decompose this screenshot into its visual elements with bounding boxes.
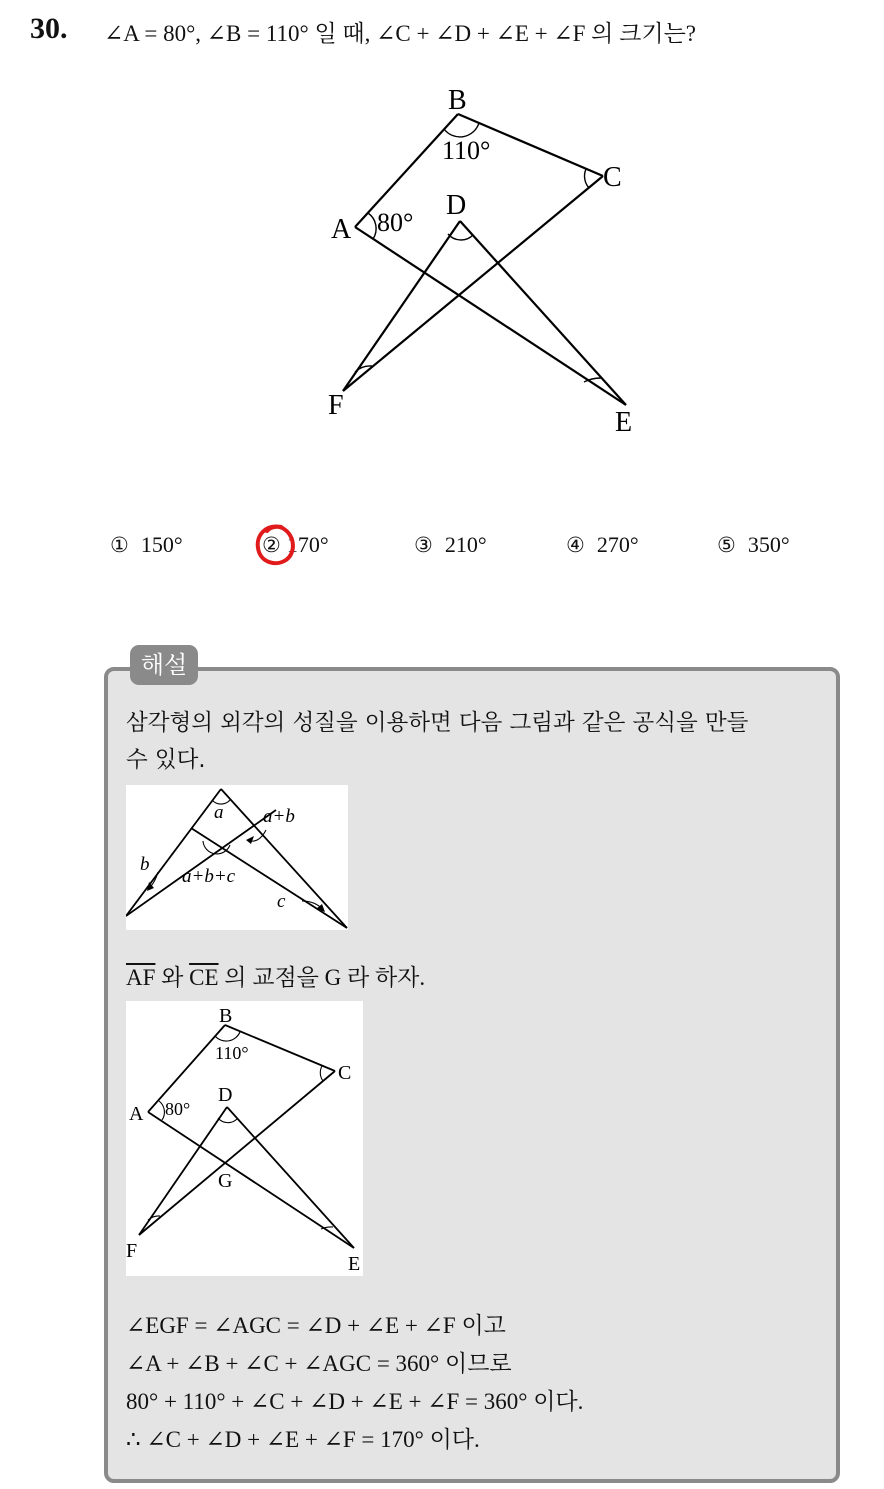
formula-figure	[126, 785, 348, 930]
sol-angle-B: 110°	[215, 1043, 249, 1063]
answer-circle-mark	[253, 522, 299, 570]
formula-label-ab: a+b	[263, 806, 295, 827]
intersection-end: 의 교점을 G 라 하자.	[218, 965, 426, 990]
sol-label-F: F	[126, 1240, 138, 1262]
sol-label-B: B	[219, 1005, 233, 1027]
label-B: B	[448, 85, 467, 116]
question-number: 30.	[30, 12, 68, 45]
choice-value: 270°	[596, 532, 639, 557]
solution-line-2: ∠A + ∠B + ∠C + ∠AGC = 360° 이므로	[126, 1351, 512, 1376]
choice-value: 350°	[747, 532, 790, 557]
solution-intro-line2: 수 있다.	[126, 747, 206, 773]
choice-3[interactable]	[414, 532, 487, 558]
segment-CE: $\overline{CE}$	[189, 965, 219, 990]
segment-AF: $\overline{AF}$	[126, 965, 156, 990]
main-figure	[320, 80, 660, 440]
choice-mark: ②	[262, 533, 281, 557]
choice-mark: ④	[566, 533, 585, 557]
sol-label-E: E	[348, 1253, 361, 1275]
sol-label-G: G	[218, 1170, 233, 1192]
formula-label-c: c	[277, 891, 286, 912]
choice-value: 150°	[140, 532, 183, 557]
solution-line-4: ∴ ∠C + ∠D + ∠E + ∠F = 170° 이다.	[126, 1427, 480, 1452]
intersection-mid: 와	[155, 965, 190, 990]
choice-5[interactable]	[717, 532, 790, 558]
formula-label-abc: a+b+c	[182, 866, 236, 887]
sol-label-A: A	[129, 1103, 144, 1125]
formula-label-a: a	[214, 802, 224, 823]
angle-B-label: 110°	[442, 136, 491, 165]
solution-intro-line1: 삼각형의 외각의 성질을 이용하면 다음 그림과 같은 공식을 만들	[126, 710, 749, 736]
solution-tag: 해설	[130, 645, 198, 685]
solution-figure	[126, 1001, 363, 1276]
intersection-statement	[126, 959, 425, 992]
choice-1[interactable]	[110, 532, 183, 558]
label-D: D	[446, 190, 467, 221]
formula-label-b: b	[140, 854, 150, 875]
question-text: ∠A = 80°, ∠B = 110° 일 때, ∠C + ∠D + ∠E + ∠F 의 크기는?	[104, 21, 697, 46]
choice-mark: ③	[414, 533, 433, 557]
label-E: E	[615, 407, 633, 438]
label-F: F	[328, 390, 344, 421]
solution-line-1: ∠EGF = ∠AGC = ∠D + ∠E + ∠F 이고	[126, 1313, 506, 1338]
sol-angle-A: 80°	[165, 1099, 191, 1119]
choice-value: 210°	[444, 532, 487, 557]
solution-line-3: 80° + 110° + ∠C + ∠D + ∠E + ∠F = 360° 이다.	[126, 1389, 584, 1414]
choice-4[interactable]	[566, 532, 639, 558]
sol-label-C: C	[338, 1062, 352, 1084]
label-C: C	[603, 162, 622, 193]
choice-value: 170°	[286, 532, 329, 557]
sol-label-D: D	[218, 1084, 233, 1106]
label-A: A	[331, 214, 352, 245]
angle-A-label: 80°	[377, 208, 414, 237]
choice-mark: ①	[110, 533, 129, 557]
choice-mark: ⑤	[717, 533, 736, 557]
